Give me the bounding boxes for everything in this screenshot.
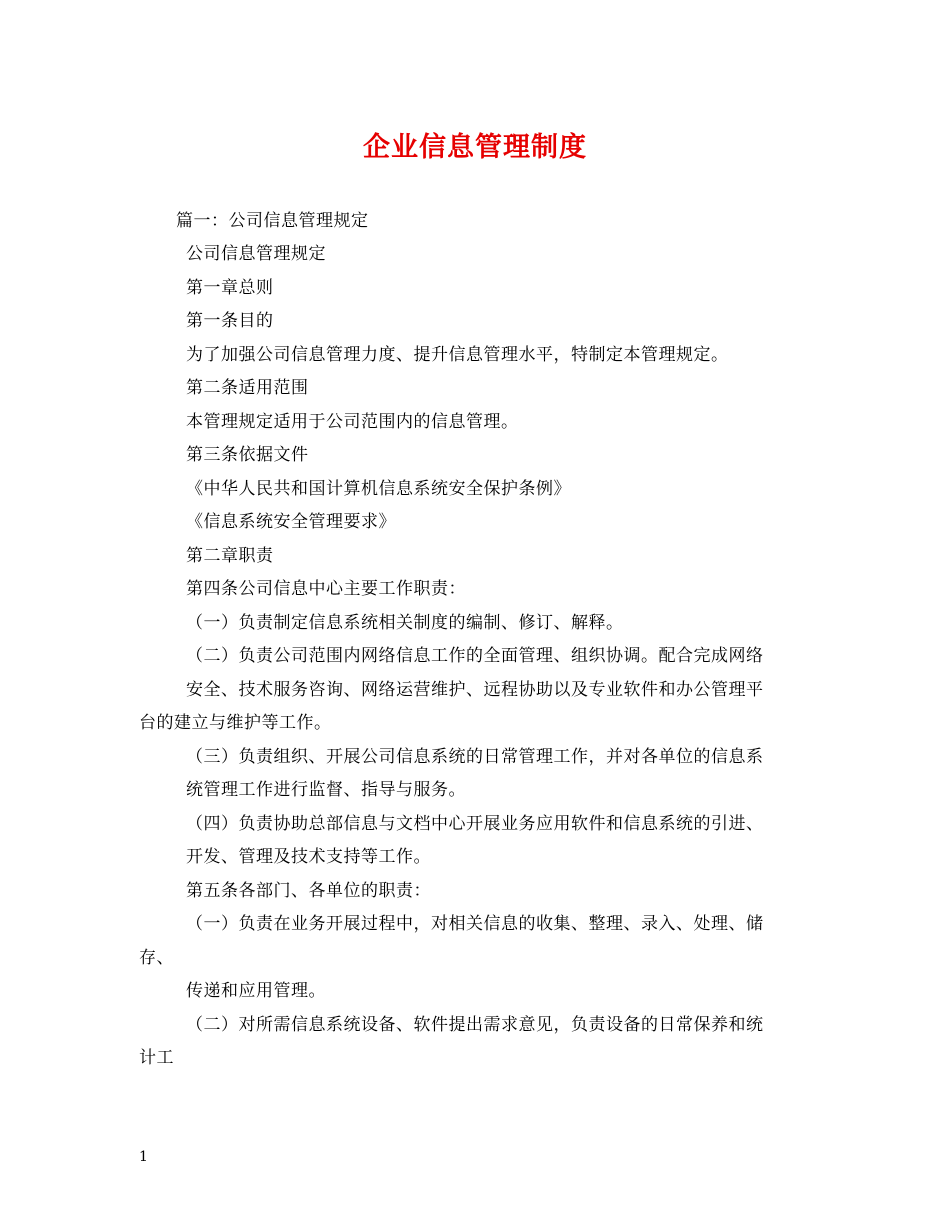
document-title: 企业信息管理制度 [363,132,587,163]
text-line: 计工 [139,1048,174,1068]
text-line: 统管理工作进行监督、指导与服务。 [186,780,466,800]
text-line: （一）负责制定信息系统相关制度的编制、修订、解释。 [186,613,624,633]
text-line: 第一章总则 [186,278,274,298]
text-line: 台的建立与维护等工作。 [139,713,332,733]
text-line: 安全、技术服务咨询、网络运营维护、远程协助以及专业软件和办公管理平 [186,680,764,700]
text-line: 存、 [139,948,174,968]
text-line: 第三条依据文件 [186,445,309,465]
text-line: 公司信息管理规定 [186,244,326,264]
text-line: 为了加强公司信息管理力度、提升信息管理水平，特制定本管理规定。 [186,345,729,365]
text-line: 第一条目的 [186,311,274,331]
text-line: 《信息系统安全管理要求》 [186,512,396,532]
text-line: 《中华人民共和国计算机信息系统安全保护条例》 [186,479,571,499]
text-line: （三）负责组织、开展公司信息系统的日常管理工作，并对各单位的信息系 [186,747,764,767]
text-line: 开发、管理及技术支持等工作。 [186,847,431,867]
page-number: 1 [139,1149,148,1165]
text-line: 本管理规定适用于公司范围内的信息管理。 [186,412,519,432]
text-line: 第二条适用范围 [186,378,309,398]
text-line: 传递和应用管理。 [186,981,326,1001]
text-line: （二）对所需信息系统设备、软件提出需求意见，负责设备的日常保养和统 [186,1015,764,1035]
text-line: 第五条各部门、各单位的职责： [186,881,431,901]
text-line: （二）负责公司范围内网络信息工作的全面管理、组织协调。配合完成网络 [186,646,764,666]
text-line: 第二章职责 [186,546,274,566]
text-line: （一）负责在业务开展过程中，对相关信息的收集、整理、录入、处理、储 [186,914,764,934]
text-line: （四）负责协助总部信息与文档中心开展业务应用软件和信息系统的引进、 [186,814,764,834]
text-line: 篇一：公司信息管理规定 [176,211,369,231]
text-line: 第四条公司信息中心主要工作职责： [186,579,466,599]
